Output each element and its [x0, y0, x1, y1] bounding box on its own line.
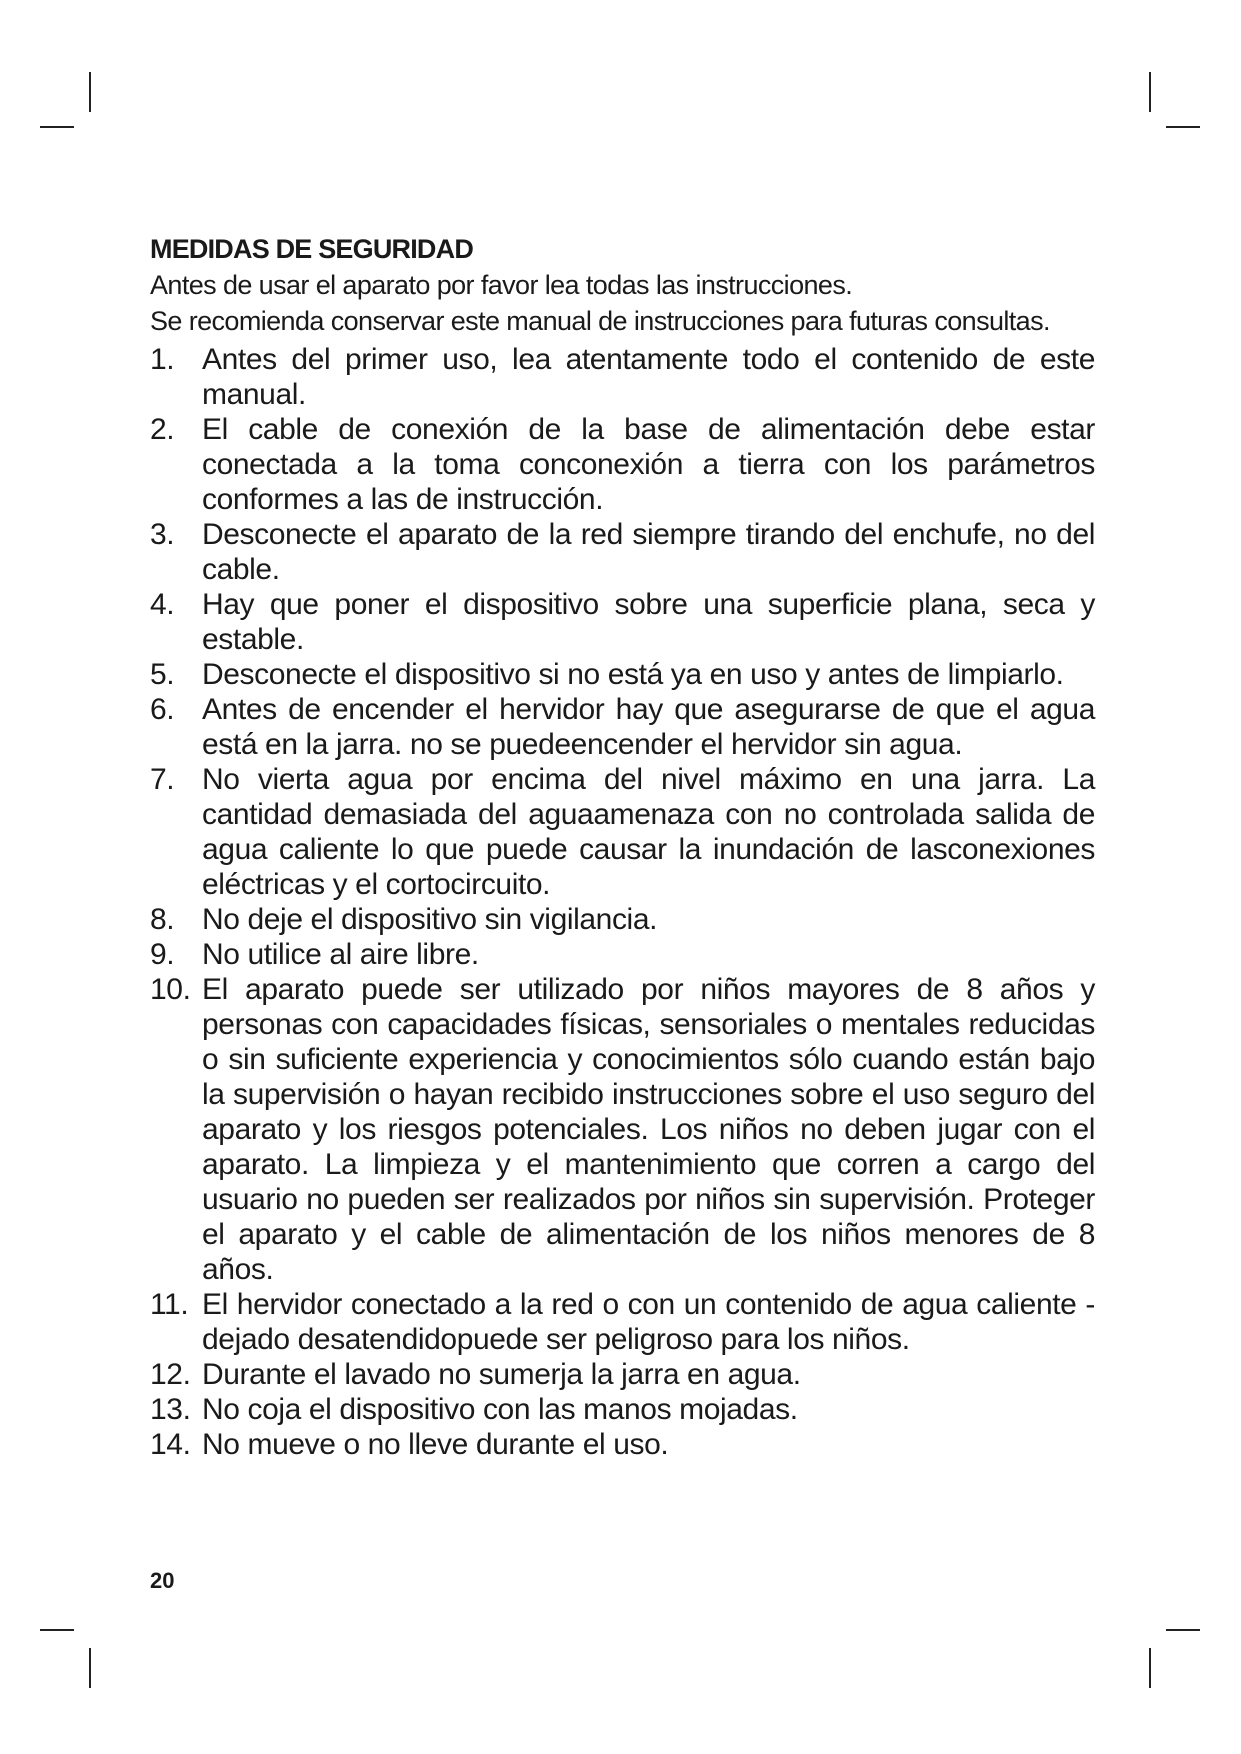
item-text: El hervidor conectado a la red o con un contenido de agua caliente - dejado desatendidopuede ser peligroso para los niños. — [202, 1288, 1095, 1356]
intro-line: Antes de usar el aparato por favor lea todas las instrucciones. — [150, 270, 853, 300]
list-item — [150, 342, 1095, 412]
item-text: Desconecte el aparato de la red siempre tirando del enchufe, no del cable. — [202, 518, 1095, 586]
list-item — [150, 902, 1095, 937]
item-number: 9. — [150, 938, 175, 971]
item-text: No mueve o no lleve durante el uso. — [202, 1428, 669, 1461]
crop-mark-bottom-right-v — [1149, 1648, 1151, 1688]
item-text: El aparato puede ser utilizado por niños mayores de 8 años y personas con capacidades físicas, sensoriales o mentales reducidas o sin suficiente experiencia y conocimientos sólo cuando están bajo la supervisión o hayan recibido instrucciones sobre el uso seguro del aparato y los riesgos potenciales. Los niños no deben jugar con el aparato. La limpieza y el mantenimiento que corren a cargo del usuario no pueden ser realizados por niños sin supervisión. Proteger el aparato y el cable de alimentación de los niños menores de 8 años. — [202, 973, 1095, 1286]
item-text: Antes de encender el hervidor hay que asegurarse de que el agua está en la jarra. no se puedeencender el hervidor sin agua. — [202, 693, 1095, 761]
list-item — [150, 657, 1095, 692]
list-item — [150, 762, 1095, 902]
crop-mark-top-left-v — [89, 72, 91, 112]
list-item — [150, 1392, 1095, 1427]
item-text: Hay que poner el dispositivo sobre una superficie plana, seca y estable. — [202, 588, 1095, 656]
list-item — [150, 692, 1095, 762]
list-item — [150, 1287, 1095, 1357]
item-text: No utilice al aire libre. — [202, 938, 479, 971]
instruction-list — [150, 342, 1095, 1462]
list-item — [150, 517, 1095, 587]
item-number: 5. — [150, 658, 175, 691]
item-text: No vierta agua por encima del nivel máximo en una jarra. La cantidad demasiada del aguaamenaza con no controlada salida de agua caliente lo que puede causar la inundación de lasconexiones eléctricas y el cortocircuito. — [202, 763, 1095, 901]
item-text: El cable de conexión de la base de alimentación debe estar conectada a la toma conconexión a tierra con los parámetros conformes a las de instrucción. — [202, 413, 1095, 516]
item-number: 4. — [150, 588, 175, 621]
crop-mark-bottom-left-v — [89, 1648, 91, 1688]
intro-line: Se recomienda conservar este manual de instrucciones para futuras consultas. — [150, 306, 1050, 336]
section-heading: MEDIDAS DE SEGURIDAD — [150, 234, 474, 264]
item-text: No coja el dispositivo con las manos mojadas. — [202, 1393, 798, 1426]
crop-mark-top-left-h — [40, 126, 74, 128]
crop-mark-top-right-h — [1166, 126, 1200, 128]
item-number: 14. — [150, 1428, 191, 1461]
item-number: 10. — [150, 973, 191, 1006]
item-text: Durante el lavado no sumerja la jarra en agua. — [202, 1358, 801, 1391]
item-number: 1. — [150, 343, 175, 376]
item-number: 6. — [150, 693, 175, 726]
item-text: Desconecte el dispositivo si no está ya en uso y antes de limpiarlo. — [202, 658, 1064, 691]
crop-mark-bottom-left-h — [40, 1629, 74, 1631]
item-number: 8. — [150, 903, 175, 936]
page-number: 20 — [150, 1568, 175, 1593]
list-item — [150, 1427, 1095, 1462]
item-number: 13. — [150, 1393, 191, 1426]
item-number: 11. — [150, 1288, 189, 1321]
item-text: No deje el dispositivo sin vigilancia. — [202, 903, 658, 936]
list-item — [150, 587, 1095, 657]
list-item — [150, 972, 1095, 1287]
crop-mark-top-right-v — [1149, 72, 1151, 112]
list-item — [150, 412, 1095, 517]
item-number: 2. — [150, 413, 175, 446]
crop-mark-bottom-right-h — [1166, 1629, 1200, 1631]
safety-section — [150, 232, 1095, 1462]
item-text: Antes del primer uso, lea atentamente todo el contenido de este manual. — [202, 343, 1095, 411]
item-number: 3. — [150, 518, 175, 551]
list-item — [150, 1357, 1095, 1392]
item-number: 7. — [150, 763, 175, 796]
item-number: 12. — [150, 1358, 191, 1391]
list-item — [150, 937, 1095, 972]
